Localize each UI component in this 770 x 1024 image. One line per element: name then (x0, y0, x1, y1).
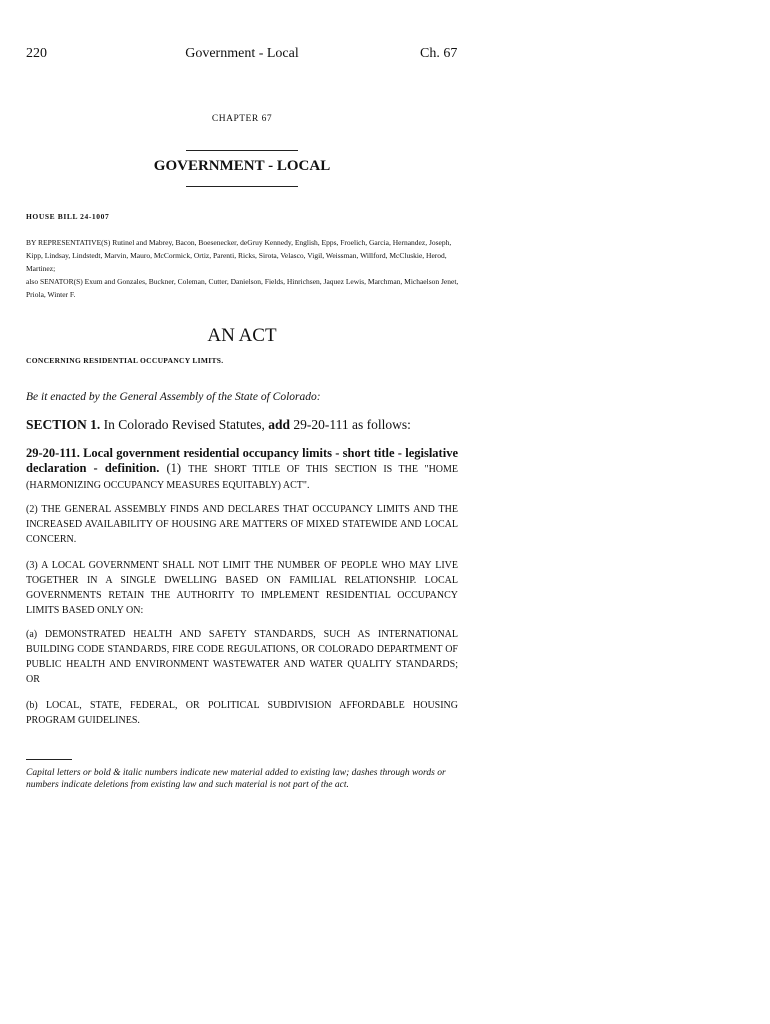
subsection-1-text: THE SHORT TITLE OF THIS SECTION IS THE "HOME (HARMONIZING OCCUPANCY MEASURES EQUITABLY) ACT". (26, 464, 459, 491)
enacting-clause: Be it enacted by the General Assembly of the State of Colorado: (26, 391, 321, 403)
house-sponsors: BY REPRESENTATIVE(S) Rutinel and Mabrey, Bacon, Boesenecker, deGruy Kennedy, English, Epps, Froelich, Garcia, Hernandez, Joseph, Kipp, Lindsay, Lindstedt, Marvin, Mauro, McCormick, Ortiz, Parenti, Ricks, Sirota, Velasco, Vigil, Weissman, Willford, McCluskie, Herod, Martinez; (26, 238, 452, 273)
heading-rule-top (186, 150, 298, 151)
footnote-rule (26, 759, 72, 760)
senate-sponsors: also SENATOR(S) Exum and Gonzales, Buckner, Coleman, Cutter, Danielson, Fields, Hinrichsen, Jaquez Lewis, Marchman, Michaelson Jenet, Priola, Winter F. (26, 277, 459, 299)
section-text-a: In Colorado Revised Statutes, (103, 417, 265, 432)
statute-heading: 29-20-111. Local government residential occupancy limits - short title - legislative declaration - definition. (26, 446, 458, 475)
section-text-b: 29-20-111 as follows: (293, 417, 411, 432)
chapter-heading: GOVERNMENT - LOCAL (153, 158, 331, 174)
bill-number: HOUSE BILL 24-1007 (26, 212, 110, 221)
sponsors-block (26, 236, 460, 301)
chapter-label: CHAPTER 67 (211, 114, 273, 124)
statute-subsection-2: (2) THE GENERAL ASSEMBLY FINDS AND DECLARES THAT OCCUPANCY LIMITS AND THE INCREASED AVAILABILITY OF HOUSING ARE MATTERS OF MIXED STATEWIDE AND LOCAL CONCERN. (26, 504, 458, 545)
concerning-clause: CONCERNING RESIDENTIAL OCCUPANCY LIMITS. (26, 356, 224, 365)
heading-rule-bottom (186, 186, 298, 187)
statute-subsection-3b: (b) LOCAL, STATE, FEDERAL, OR POLITICAL SUBDIVISION AFFORDABLE HOUSING PROGRAM GUIDELINES. (26, 700, 458, 726)
chapter-reference: Ch. 67 (420, 46, 458, 61)
statute-subsection-3a: (a) DEMONSTRATED HEALTH AND SAFETY STANDARDS, SUCH AS INTERNATIONAL BUILDING CODE STANDARDS, FIRE CODE REGULATIONS, OR COLORADO DEPARTMENT OF PUBLIC HEALTH AND ENVIRONMENT WASTEWATER AND WATER QUALITY STANDARDS; OR (26, 629, 458, 685)
section-label: SECTION 1. (26, 417, 101, 432)
statute-subsection-1 (26, 446, 458, 493)
subsection-1-number: (1) (166, 461, 182, 475)
act-title: AN ACT (207, 325, 277, 346)
section-1 (26, 417, 458, 433)
running-title: Government - Local (185, 46, 299, 61)
section-add-word: add (268, 417, 291, 432)
statute-subsection-3: (3) A LOCAL GOVERNMENT SHALL NOT LIMIT THE NUMBER OF PEOPLE WHO MAY LIVE TOGETHER IN A SINGLE DWELLING BASED ON FAMILIAL RELATIONSHIP. LOCAL GOVERNMENTS RETAIN THE AUTHORITY TO IMPLEMENT RESIDENTIAL OCCUPANCY LIMITS BASED ONLY ON: (26, 560, 458, 616)
page-number: 220 (26, 46, 47, 61)
footnote: Capital letters or bold & italic numbers indicate new material added to existing law; dashes through words or numbers indicate deletions from existing law and such material is not part of the act. (26, 768, 446, 790)
